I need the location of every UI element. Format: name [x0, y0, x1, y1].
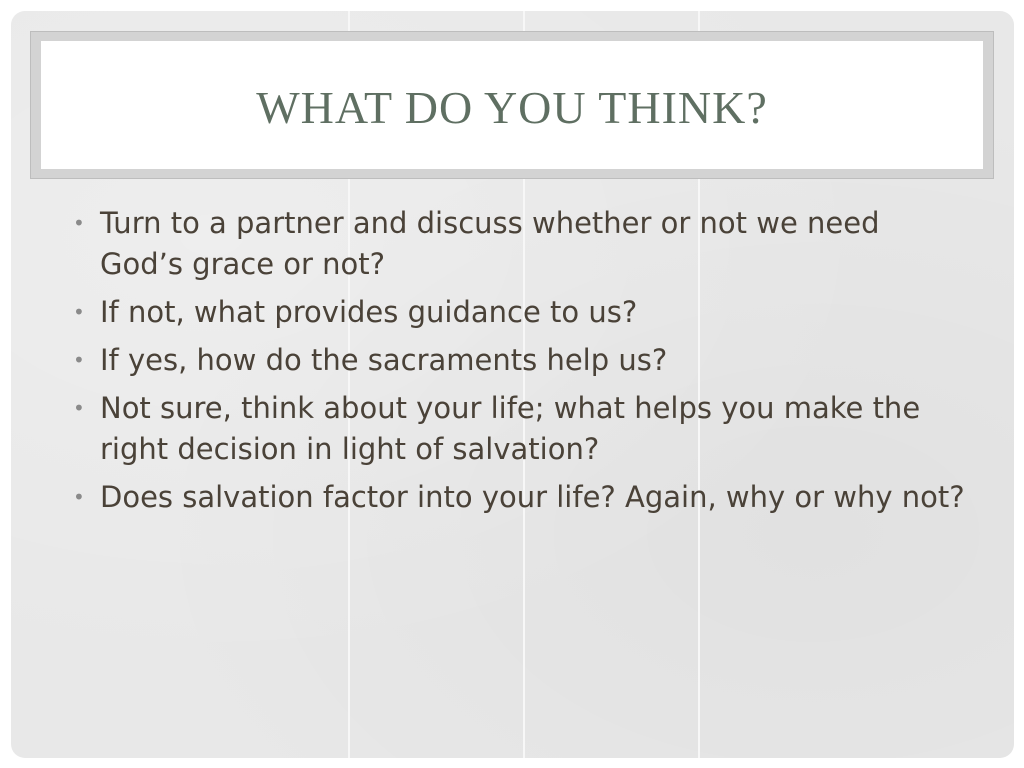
bullet-icon: • — [73, 211, 85, 235]
bullet-icon: • — [73, 348, 85, 372]
bullet-item — [70, 477, 970, 518]
bullet-item — [70, 388, 970, 470]
bullet-text: If not, what provides guidance to us? — [100, 295, 638, 329]
bullet-item — [70, 340, 970, 381]
bullet-text: Turn to a partner and discuss whether or not we need God’s grace or not? — [100, 206, 880, 281]
bullet-icon: • — [73, 485, 85, 509]
bullet-icon: • — [73, 300, 85, 324]
slide-title: WHAT DO YOU THINK? — [256, 81, 768, 133]
bullet-item — [70, 292, 970, 333]
bullet-text: Does salvation factor into your life? Again, why or why not? — [100, 480, 965, 514]
slide — [11, 11, 1014, 758]
bullet-icon: • — [73, 396, 85, 420]
bullet-text: Not sure, think about your life; what helps you make the right decision in light of salvation? — [100, 391, 921, 466]
bullet-item — [70, 203, 970, 285]
bullet-list — [70, 203, 970, 525]
title-box — [41, 41, 983, 169]
title-frame — [30, 31, 994, 179]
bullet-text: If yes, how do the sacraments help us? — [100, 343, 668, 377]
